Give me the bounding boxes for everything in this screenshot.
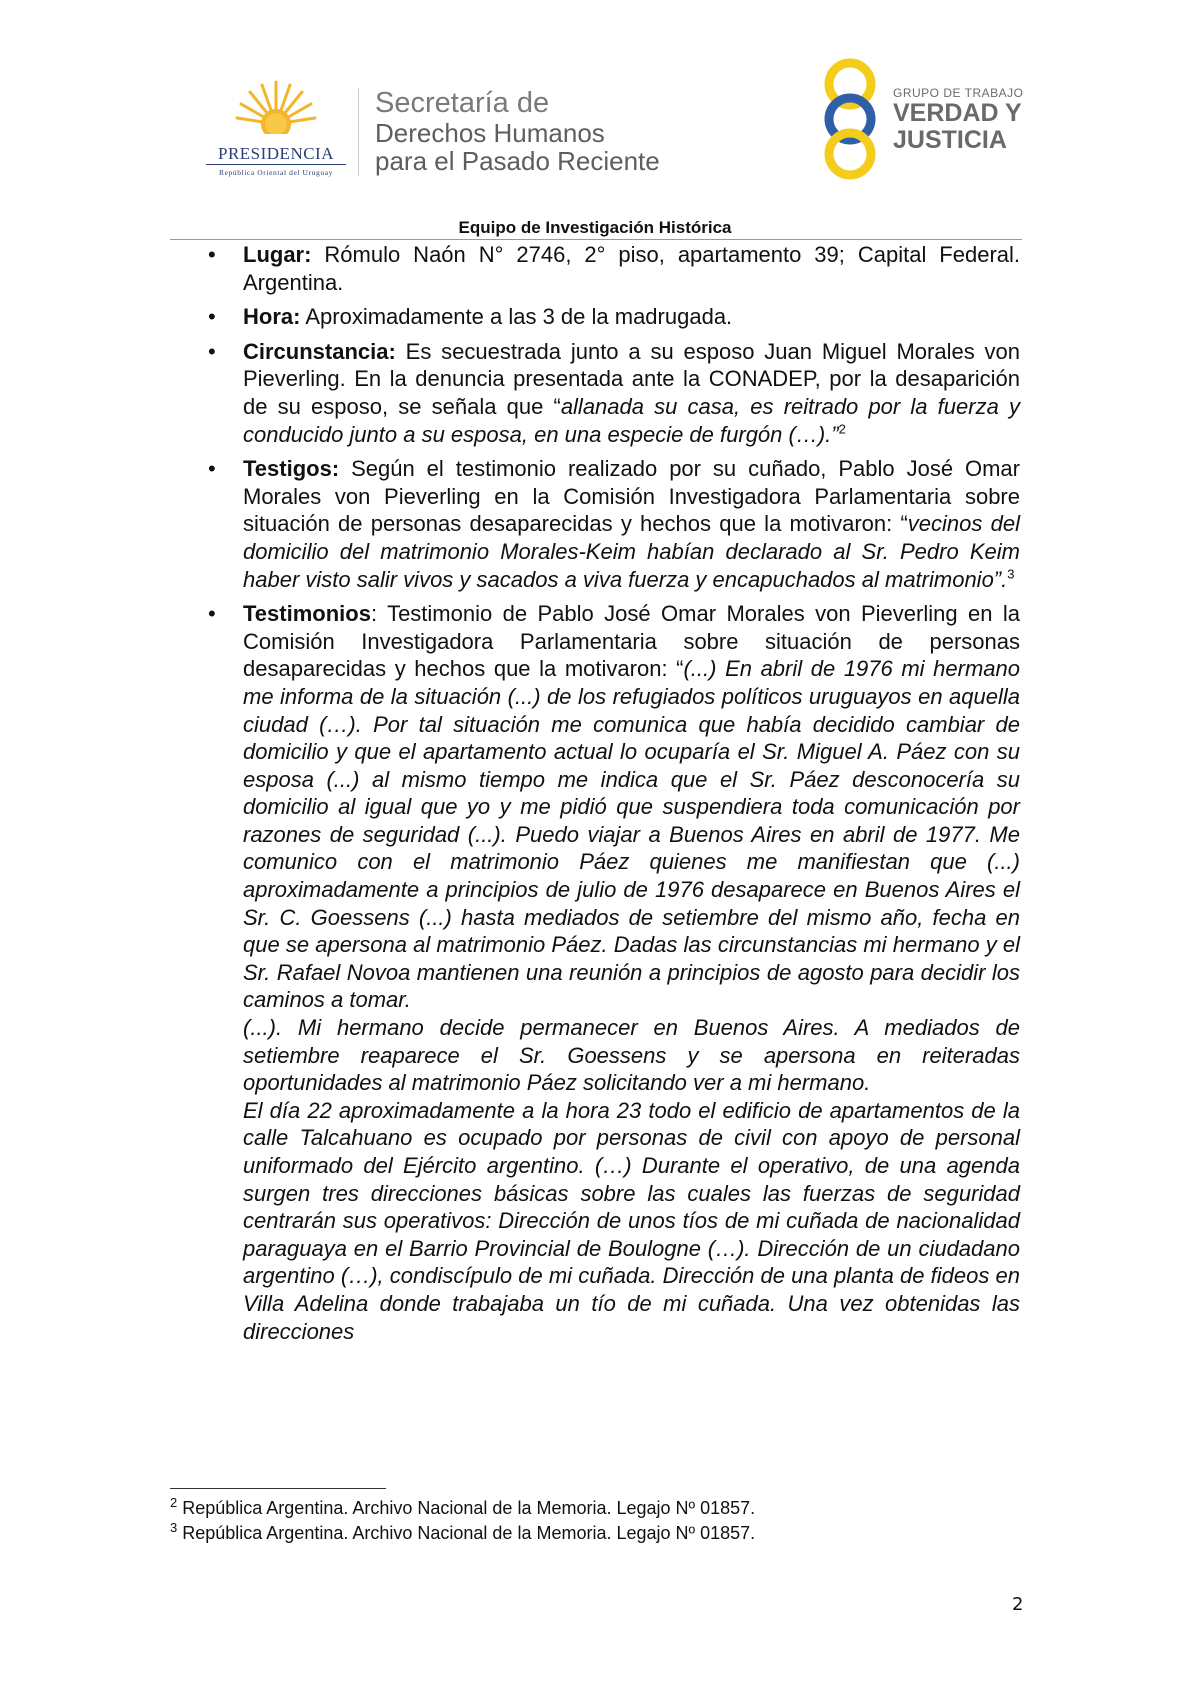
document-body <box>208 241 1020 1345</box>
footnote-number: 3 <box>170 1520 178 1535</box>
presidencia-divider <box>206 164 346 165</box>
bullet-icon: • <box>208 456 216 482</box>
footnotes <box>170 1496 755 1546</box>
testimonios-label: Testimonios <box>243 601 371 627</box>
footnote-number: 2 <box>170 1495 178 1510</box>
list-item-hora <box>208 303 1020 331</box>
list-item-testimonios <box>208 600 1020 1345</box>
footnote-2 <box>170 1496 755 1521</box>
testimonios-text: : Testimonio de Pablo José Omar Morales von Pieverling en la Comisión Investigadora Parlamentaria sobre situación de personas desaparecidas y hechos que la motivaron: “ <box>243 601 1020 682</box>
testimonios-quote-p3: El día 22 aproximadamente a la hora 23 todo el edificio de apartamentos de la calle Talcahuano es ocupado por personas de civil con apoyo de personal uniformado del Ejército argentino. (…) Durante el operativo, de una agenda surgen tres direcciones básicas sobre las cuales las fuerzas de seguridad centrarán sus operativos: Dirección de unos tíos de mi cuñada de nacionalidad paraguaya en el Barrio Provincial de Boulogne (…). Dirección de un ciudadano argentino (…), condiscípulo de mi cuñada. Dirección de una planta de fideos en Villa Adelina donde trabajaba un tío de mi cuñada. Una vez obtenidas las direcciones <box>243 1097 1020 1344</box>
grupo-trabajo-text <box>893 86 1023 154</box>
footnote-ref-3[interactable]: 3 <box>1007 566 1015 582</box>
footnote-text: República Argentina. Archivo Nacional de la Memoria. Legajo Nº 01857. <box>177 1498 756 1518</box>
footnote-3 <box>170 1521 755 1546</box>
hora-text: Aproximadamente a las 3 de la madrugada. <box>300 304 733 330</box>
secretaria-line-1: Secretaría de <box>375 87 550 119</box>
testimonios-quote-p1: (...) En abril de 1976 mi hermano me informa de la situación (...) de los refugiados políticos uruguayos en aquella ciudad (…). Por tal situación me comunica que había decidido cambiar de domicilio y que el apartamento actual lo ocuparía el Sr. Miguel A. Páez con su esposa (...) al mismo tiempo me indica que el Sr. Páez desconocería su domicilio al igual que yo y me pidió que suspendiera toda comunicación por razones de seguridad (...). Puedo viajar a Buenos Aires en abril de 1977. Me comunico con el matrimonio Páez quienes me manifiestan que (...) aproximadamente a principios de julio de 1976 desaparece en Buenos Aires el Sr. C. Goessens (...) hasta mediados de setiembre del mismo año, fecha en que se apersona al matrimonio Páez. Dadas las circunstancias mi hermano y el Sr. Rafael Novoa mantienen una reunión a principios de agosto para decidir los caminos a tomar. <box>243 656 1020 1013</box>
list-item-testigos <box>208 455 1020 593</box>
presidencia-title: PRESIDENCIA <box>217 144 334 163</box>
presidencia-subtitle: República Oriental del Uruguay <box>218 168 333 177</box>
list-item-lugar <box>208 241 1020 296</box>
footnote-rule <box>170 1488 386 1489</box>
circunstancia-text: Es secuestrada junto a su esposo Juan Miguel Morales von Pieverling. En la denuncia presentada ante la CONADEP, por la desaparición de su esposo, se señala que “ <box>243 338 1020 419</box>
grupo-line-1: GRUPO DE TRABAJO <box>893 86 1024 100</box>
hora-label: Hora: <box>243 304 301 330</box>
interlocked-rings-icon <box>820 56 880 182</box>
testigos-text: Según el testimonio realizado por su cuñado, Pablo José Omar Morales von Pieverling en la Comisión Investigadora Parlamentaria sobre situación de personas desaparecidas y hechos que la motivaron: “ <box>243 456 1020 537</box>
grupo-line-3: JUSTICIA <box>893 126 1007 154</box>
bullet-icon: • <box>208 304 216 330</box>
team-title: Equipo de Investigación Histórica <box>458 218 732 237</box>
secretaria-line-3: para el Pasado Reciente <box>375 146 660 176</box>
testigos-quote: vecinos del domicilio del matrimonio Morales-Keim habían declarado al Sr. Pedro Keim haber visto salir vivos y sacados a viva fuerza y encapuchados al matrimonio”. <box>243 511 1020 592</box>
secretaria-logo-text <box>375 88 660 175</box>
secretaria-line-2: Derechos Humanos <box>375 118 605 148</box>
footnote-text: República Argentina. Archivo Nacional de la Memoria. Legajo Nº 01857. <box>177 1523 756 1543</box>
bullet-icon: • <box>208 338 216 364</box>
page-number: 2 <box>1012 1594 1024 1615</box>
testimonios-quote-p2: (...). Mi hermano decide permanecer en Buenos Aires. A mediados de setiembre reaparece el Sr. Goessens y se apersona en reiteradas oportunidades al matrimonio Páez solicitando ver a mi hermano. <box>243 1015 1020 1096</box>
bullet-icon: • <box>208 601 216 627</box>
circunstancia-label: Circunstancia: <box>243 338 396 364</box>
page-header <box>0 0 1190 237</box>
list-item-circunstancia <box>208 338 1020 448</box>
bullet-icon: • <box>208 242 216 267</box>
testigos-label: Testigos: <box>243 456 340 482</box>
circunstancia-quote: allanada su casa, es reitrado por la fuerza y conducido junto a su esposa, en una especie de furgón (…).” <box>243 393 1020 447</box>
grupo-line-2: VERDAD Y <box>893 99 1022 127</box>
lugar-text: Rómulo Naón N° 2746, 2° piso, apartamento 39; Capital Federal. Argentina. <box>243 242 1020 295</box>
presidencia-logo <box>196 80 356 180</box>
sun-emblem-icon <box>234 80 318 140</box>
lugar-label: Lugar: <box>243 242 312 267</box>
header-rule <box>170 239 1022 240</box>
header-separator <box>358 88 359 176</box>
footnote-ref-2[interactable]: 2 <box>838 421 846 437</box>
